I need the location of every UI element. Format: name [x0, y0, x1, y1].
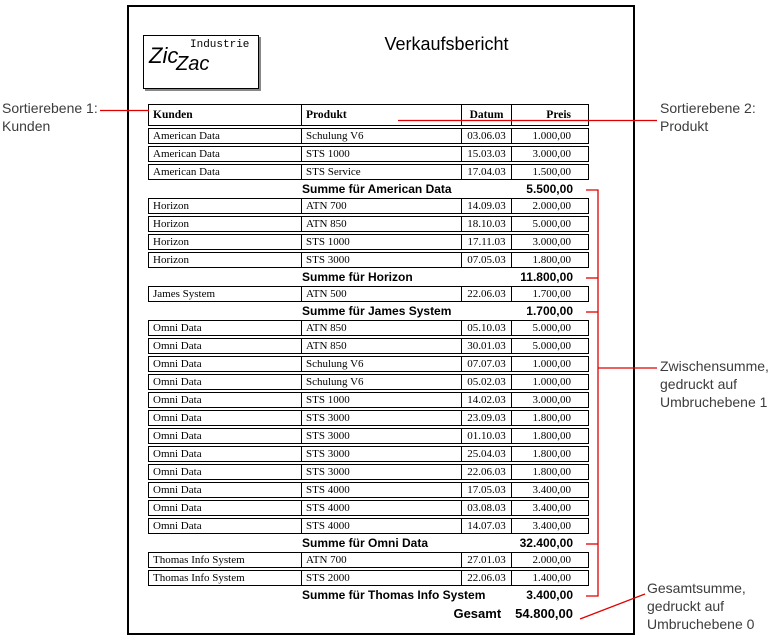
column-header-produkt: Produkt — [302, 105, 462, 125]
table-row — [148, 286, 589, 302]
annotation-gesamtsumme — [647, 579, 775, 633]
company-logo — [143, 35, 259, 89]
table-cell: Thomas Info System — [149, 571, 302, 585]
table-cell: STS 4000 — [302, 501, 462, 515]
table-cell: American Data — [149, 147, 302, 161]
report-table — [148, 104, 589, 622]
table-cell: 22.06.03 — [462, 571, 512, 585]
table-cell: Omni Data — [149, 411, 302, 425]
table-row — [148, 374, 589, 390]
table-cell: 23.09.03 — [462, 411, 512, 425]
table-cell: STS 4000 — [302, 519, 462, 533]
annotation-line: Sortierebene 2: — [660, 100, 756, 116]
subtotal-value: 32.400,00 — [519, 536, 573, 550]
table-cell: Omni Data — [149, 519, 302, 533]
table-cell: Omni Data — [149, 501, 302, 515]
table-cell: 22.06.03 — [462, 287, 512, 301]
table-cell: 1.700,00 — [532, 288, 571, 300]
table-cell: 14.09.03 — [462, 199, 512, 213]
table-cell: 18.10.03 — [462, 217, 512, 231]
annotation-line: Kunden — [2, 118, 51, 134]
table-cell: 3.000,00 — [532, 148, 571, 160]
table-cell: STS 3000 — [302, 465, 462, 479]
gesamt-row — [148, 604, 589, 622]
table-cell: 17.04.03 — [462, 165, 512, 179]
logo-text-industrie: Industrie — [190, 39, 250, 51]
table-cell: Schulung V6 — [302, 375, 462, 389]
table-cell: 14.02.03 — [462, 393, 512, 407]
table-cell: 5.000,00 — [532, 218, 571, 230]
table-cell: 3.400,00 — [532, 502, 571, 514]
table-cell: 15.03.03 — [462, 147, 512, 161]
table-cell: 1.500,00 — [532, 166, 571, 178]
table-cell: ATN 850 — [302, 217, 462, 231]
column-header-kunden: Kunden — [149, 105, 302, 125]
annotation-line: gedruckt auf — [647, 598, 725, 614]
table-cell: 01.10.03 — [462, 429, 512, 443]
gesamt-label: Gesamt — [453, 605, 502, 621]
table-cell: 2.000,00 — [532, 554, 571, 566]
table-cell: 03.08.03 — [462, 501, 512, 515]
table-cell: 07.05.03 — [462, 253, 512, 267]
table-cell: 3.000,00 — [532, 236, 571, 248]
logo-text-zac: Zac — [176, 53, 210, 75]
subtotal-label: Summe für Horizon — [302, 270, 413, 284]
table-row — [148, 410, 589, 426]
column-header-preis: Preis — [546, 109, 571, 121]
table-row — [148, 446, 589, 462]
table-row — [148, 392, 589, 408]
table-row — [148, 482, 589, 498]
table-row — [148, 216, 589, 232]
table-cell: 1.400,00 — [532, 572, 571, 584]
table-cell: Thomas Info System — [149, 553, 302, 567]
subtotal-row — [148, 304, 589, 319]
table-row — [148, 464, 589, 480]
table-cell: Omni Data — [149, 393, 302, 407]
table-cell: 5.000,00 — [532, 322, 571, 334]
table-cell: Horizon — [149, 199, 302, 213]
annotation-line: gedruckt auf — [660, 376, 738, 392]
table-body — [148, 128, 589, 603]
table-cell: 17.05.03 — [462, 483, 512, 497]
table-header-row — [148, 104, 589, 126]
subtotal-value: 1.700,00 — [526, 304, 573, 318]
table-cell: 1.800,00 — [532, 466, 571, 478]
subtotal-row — [148, 270, 589, 285]
table-row — [148, 570, 589, 586]
subtotal-row — [148, 588, 589, 603]
table-row — [148, 552, 589, 568]
table-cell: 5.000,00 — [532, 340, 571, 352]
table-cell: STS 3000 — [302, 411, 462, 425]
annotation-line: Zwischensumme, — [660, 358, 769, 374]
table-cell: Omni Data — [149, 465, 302, 479]
table-cell: Horizon — [149, 235, 302, 249]
table-cell: 1.000,00 — [532, 358, 571, 370]
table-cell: 2.000,00 — [532, 200, 571, 212]
table-cell: 3.400,00 — [532, 484, 571, 496]
table-cell: Omni Data — [149, 321, 302, 335]
table-cell: ATN 700 — [302, 553, 462, 567]
table-cell: 1.800,00 — [532, 254, 571, 266]
table-cell: James System — [149, 287, 302, 301]
table-cell: 05.02.03 — [462, 375, 512, 389]
table-cell: 1.800,00 — [532, 430, 571, 442]
table-row — [148, 500, 589, 516]
table-cell: STS 3000 — [302, 253, 462, 267]
table-cell: American Data — [149, 165, 302, 179]
subtotal-row — [148, 536, 589, 551]
table-cell: American Data — [149, 129, 302, 143]
table-cell: 27.01.03 — [462, 553, 512, 567]
subtotal-value: 11.800,00 — [520, 270, 573, 284]
table-cell: STS 3000 — [302, 447, 462, 461]
table-row — [148, 164, 589, 180]
logo-text-zic: Zic — [149, 43, 179, 68]
table-cell: 17.11.03 — [462, 235, 512, 249]
table-cell: 1.000,00 — [532, 130, 571, 142]
annotation-line: Umbruchebene 0 — [647, 616, 755, 632]
table-cell: Schulung V6 — [302, 129, 462, 143]
table-cell: 3.000,00 — [532, 394, 571, 406]
table-cell: STS 2000 — [302, 571, 462, 585]
table-cell: Horizon — [149, 253, 302, 267]
table-row — [148, 518, 589, 534]
table-cell: ATN 700 — [302, 199, 462, 213]
table-cell: Horizon — [149, 217, 302, 231]
table-cell: 07.07.03 — [462, 357, 512, 371]
table-cell: STS 1000 — [302, 235, 462, 249]
subtotal-label: Summe für American Data — [302, 182, 452, 196]
table-cell: 05.10.03 — [462, 321, 512, 335]
table-cell: STS 4000 — [302, 483, 462, 497]
table-cell: Omni Data — [149, 483, 302, 497]
table-cell: 30.01.03 — [462, 339, 512, 353]
subtotal-label: Summe für James System — [302, 304, 452, 318]
report-page — [127, 5, 635, 635]
gesamt-value: 54.800,00 — [515, 605, 573, 621]
table-cell: ATN 500 — [302, 287, 462, 301]
table-cell: 1.800,00 — [532, 412, 571, 424]
table-cell: Omni Data — [149, 429, 302, 443]
table-cell: 25.04.03 — [462, 447, 512, 461]
table-row — [148, 234, 589, 250]
subtotal-row — [148, 182, 589, 197]
table-cell: Schulung V6 — [302, 357, 462, 371]
table-cell: Omni Data — [149, 375, 302, 389]
report-title: Verkaufsbericht — [384, 34, 509, 54]
annotation-line: Produkt — [660, 118, 709, 134]
table-cell: 1.000,00 — [532, 376, 571, 388]
annotation-line: Gesamtsumme, — [647, 580, 746, 596]
table-row — [148, 320, 589, 336]
table-row — [148, 146, 589, 162]
annotation-zwischensumme — [660, 357, 774, 411]
annotation-sort-level-1 — [2, 99, 114, 135]
column-header-datum: Datum — [462, 105, 512, 125]
table-cell: 3.400,00 — [532, 520, 571, 532]
table-cell: 1.800,00 — [532, 448, 571, 460]
table-row — [148, 198, 589, 214]
table-row — [148, 252, 589, 268]
annotation-sort-level-2 — [660, 99, 774, 135]
table-cell: 14.07.03 — [462, 519, 512, 533]
subtotal-label: Summe für Thomas Info System — [302, 588, 486, 602]
table-cell: ATN 850 — [302, 339, 462, 353]
table-row — [148, 128, 589, 144]
table-cell: Omni Data — [149, 357, 302, 371]
table-cell: 22.06.03 — [462, 465, 512, 479]
table-cell: STS 3000 — [302, 429, 462, 443]
annotation-line: Sortierebene 1: — [2, 100, 98, 116]
table-cell: Omni Data — [149, 339, 302, 353]
table-cell: STS Service — [302, 165, 462, 179]
table-cell: 03.06.03 — [462, 129, 512, 143]
table-cell: STS 1000 — [302, 393, 462, 407]
subtotal-value: 3.400,00 — [526, 588, 573, 602]
subtotal-label: Summe für Omni Data — [302, 536, 429, 550]
annotation-line: Umbruchebene 1 — [660, 394, 768, 410]
table-cell: STS 1000 — [302, 147, 462, 161]
table-cell: Omni Data — [149, 447, 302, 461]
table-row — [148, 428, 589, 444]
table-row — [148, 338, 589, 354]
table-row — [148, 356, 589, 372]
subtotal-value: 5.500,00 — [526, 182, 573, 196]
table-cell: ATN 850 — [302, 321, 462, 335]
